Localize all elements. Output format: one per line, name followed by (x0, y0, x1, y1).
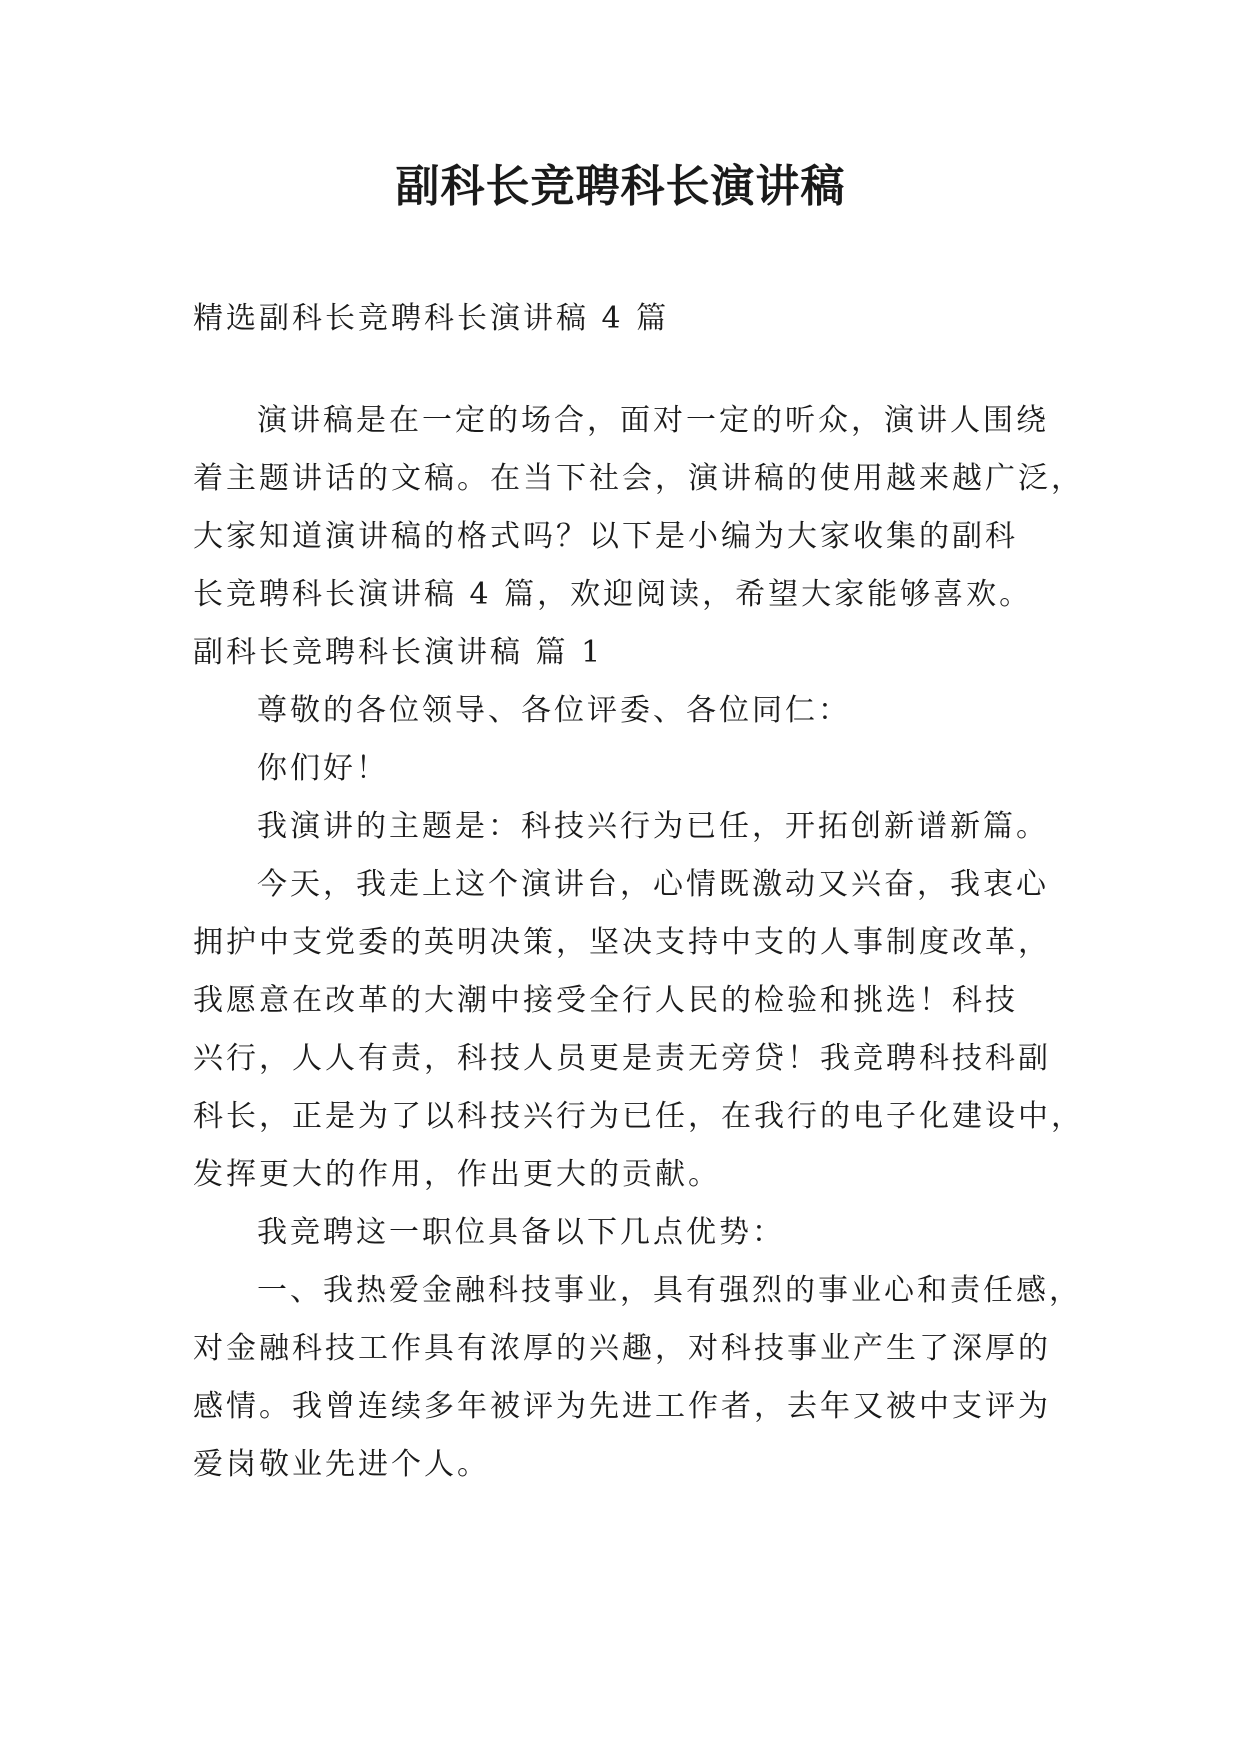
intro-line: 演讲稿是在一定的场合，面对一定的听众，演讲人围绕 (257, 403, 1049, 438)
document-title: 副科长竞聘科长演讲稿 (395, 161, 846, 212)
advantages-intro: 我竞聘这一职位具备以下几点优势： (257, 1215, 785, 1250)
paragraph-line: 拥护中支党委的英明决策，坚决支持中支的人事制度改革， (193, 925, 1051, 960)
intro-paragraph (193, 392, 1084, 624)
hello-line: 你们好！ (257, 751, 389, 786)
paragraph-line: 科长，正是为了以科技兴行为已任，在我行的电子化建设中， (193, 1099, 1084, 1134)
greeting: 尊敬的各位领导、各位评委、各位同仁： (257, 693, 851, 728)
paragraph-line: 兴行，人人有责，科技人员更是责无旁贷！我竞聘科技科副 (193, 1041, 1051, 1076)
section-heading: 副科长竞聘科长演讲稿 篇 1 (193, 635, 604, 670)
paragraph-line: 发挥更大的作用，作出更大的贡献。 (193, 1157, 721, 1192)
paragraph-line: 对金融科技工作具有浓厚的兴趣，对科技事业产生了深厚的 (193, 1331, 1051, 1366)
document-subtitle: 精选副科长竞聘科长演讲稿 4 篇 (193, 301, 670, 336)
intro-line: 着主题讲话的文稿。在当下社会，演讲稿的使用越来越广泛， (193, 461, 1084, 496)
intro-line: 长竞聘科长演讲稿 4 篇，欢迎阅读，希望大家能够喜欢。 (193, 577, 1033, 612)
document-body (193, 290, 1084, 1494)
paragraph-line: 我愿意在改革的大潮中接受全行人民的检验和挑选！科技 (193, 983, 1018, 1018)
paragraph-line: 今天，我走上这个演讲台，心情既激动又兴奋，我衷心 (257, 867, 1049, 902)
intro-line: 大家知道演讲稿的格式吗？以下是小编为大家收集的副科 (193, 519, 1018, 554)
theme-line: 我演讲的主题是：科技兴行为已任，开拓创新谱新篇。 (257, 809, 1049, 844)
paragraph-line: 一、我热爱金融科技事业，具有强烈的事业心和责任感， (257, 1273, 1082, 1308)
paragraph-1 (193, 856, 1084, 1204)
paragraph-line: 爱岗敬业先进个人。 (193, 1447, 490, 1482)
paragraph-2 (193, 1262, 1082, 1494)
paragraph-line: 感情。我曾连续多年被评为先进工作者，去年又被中支评为 (193, 1389, 1051, 1424)
